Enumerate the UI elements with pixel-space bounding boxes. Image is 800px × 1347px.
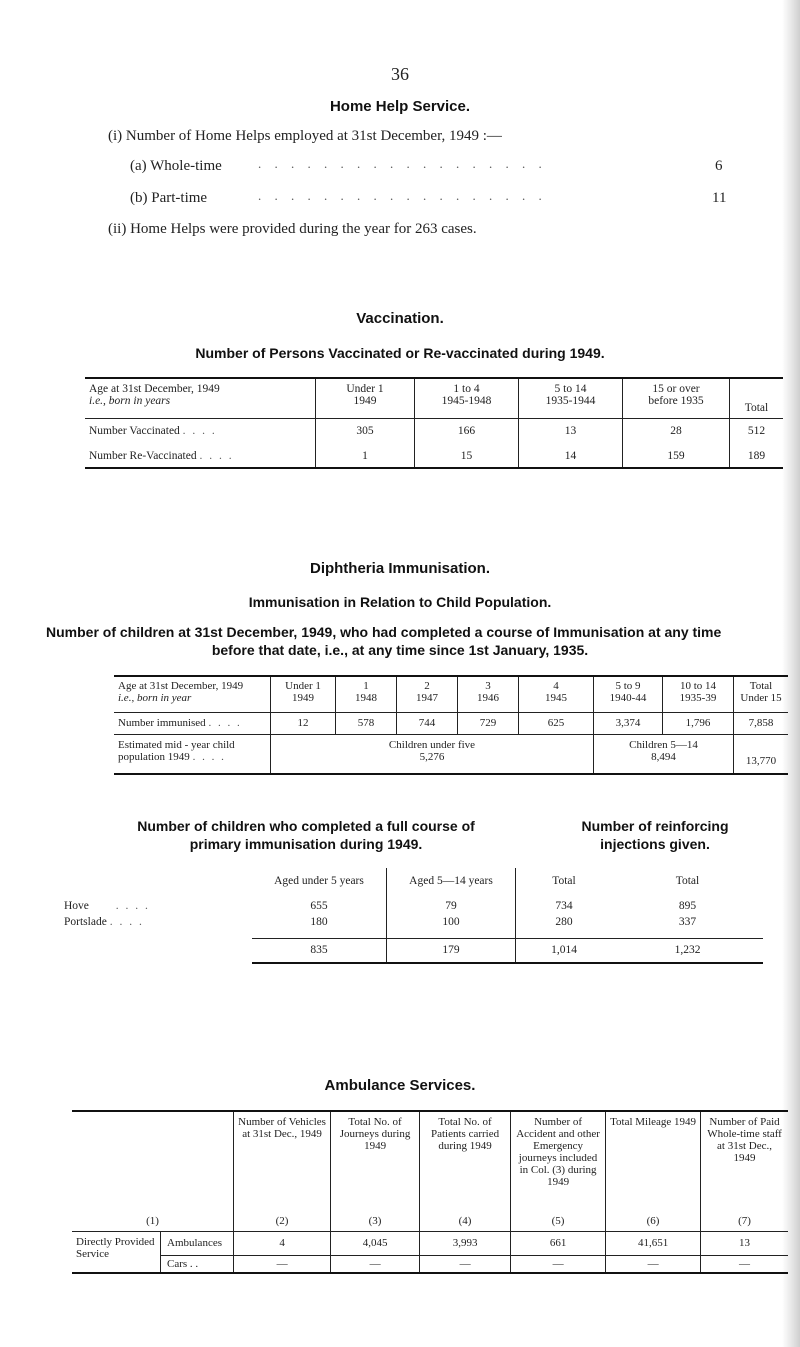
col-num: (3) <box>368 1214 382 1227</box>
col-bottom: 1947 <box>416 692 438 704</box>
col-top: Total <box>744 401 769 414</box>
cell: 1,232 <box>612 939 763 963</box>
vaccination-col-header <box>730 378 784 418</box>
cell: 100 <box>387 914 516 939</box>
col-text: Number of Accident and other Emergency journeys included in Col. (3) during 1949 <box>516 1116 600 1188</box>
col-text: Total Mileage 1949 <box>610 1116 697 1128</box>
table-row <box>72 1255 788 1273</box>
col-top: 5 to 14 <box>554 383 587 395</box>
cell: 79 <box>387 894 516 914</box>
cell: 180 <box>310 916 328 928</box>
cell: 512 <box>730 418 784 444</box>
ambulance-col-header <box>420 1111 511 1231</box>
row-label-text: Number Re-Vaccinated <box>89 449 197 462</box>
reinforcing-heading-line2: injections given. <box>600 836 710 852</box>
col-top: Total <box>749 680 773 692</box>
estimated-total: 13,770 <box>734 734 789 774</box>
col-text: Total No. of Journeys during 1949 <box>339 1116 411 1152</box>
group-label: Directly Provided Service <box>72 1231 161 1273</box>
cell: 12 <box>271 712 336 734</box>
home-help-item-a-label: (a) Whole-time <box>130 158 222 174</box>
cell: 661 <box>511 1231 606 1255</box>
home-help-title: Home Help Service. <box>329 98 471 115</box>
row-label: Number Re-Vaccinated . . . . <box>89 449 234 462</box>
col-num: (5) <box>551 1214 565 1227</box>
diphtheria-col-header <box>458 676 519 712</box>
ambulance-col-header <box>701 1111 788 1231</box>
diphtheria-title: Diphtheria Immunisation. <box>309 560 490 577</box>
col-bottom: 1946 <box>477 692 499 704</box>
diphtheria-age-header-cell <box>114 676 271 712</box>
cell: 179 <box>387 939 516 963</box>
col-bottom: 1948 <box>355 692 377 704</box>
col-top: 1 <box>363 680 369 692</box>
col-num: (6) <box>646 1214 660 1227</box>
diphtheria-col-header <box>397 676 458 712</box>
five-fourteen-cell <box>594 734 734 774</box>
col-header-reinforcing-total: Total <box>675 875 700 887</box>
cell: 3,993 <box>420 1231 511 1255</box>
col-bottom: 1935-1944 <box>545 395 596 407</box>
ambulance-col-header <box>606 1111 701 1231</box>
diphtheria-col-header <box>594 676 663 712</box>
cell: 305 <box>316 418 415 444</box>
cell: 835 <box>252 939 387 963</box>
table-row <box>85 418 783 444</box>
col-top: 3 <box>485 680 491 692</box>
vaccination-age-header: Age at 31st December, 1949 <box>89 383 220 395</box>
vaccination-subtitle: Number of Persons Vaccinated or Re-vaccinated during 1949. <box>195 345 605 361</box>
ambulance-col-header <box>331 1111 420 1231</box>
diphtheria-col-header <box>519 676 594 712</box>
row-label: Number Vaccinated . . . . <box>89 425 217 438</box>
col-bottom: 1949 <box>292 692 314 704</box>
row-label-text: Hove <box>64 900 89 912</box>
home-help-item-b-label: (b) Part-time <box>130 190 208 206</box>
cell: 744 <box>397 712 458 734</box>
home-help-item-b-value: 11 <box>712 190 727 206</box>
cell: 166 <box>415 418 519 444</box>
home-help-item-i: (i) Number of Home Helps employed at 31st December, 1949 :— <box>108 128 502 144</box>
col-header-under-5: Aged under 5 years <box>274 875 364 887</box>
col-text: Number of Paid Whole-time staff at 31st Dec., 1949 <box>707 1116 782 1164</box>
cell: 13 <box>519 418 623 444</box>
primary-heading-line1: Number of children who completed a full course of <box>137 818 475 834</box>
table-row <box>114 734 788 774</box>
row-label: Portslade . . . . <box>64 916 144 929</box>
col-top: 2 <box>424 680 430 692</box>
empty-header <box>60 868 252 894</box>
page-number: 36 <box>391 64 409 84</box>
ambulance-col-header <box>72 1111 234 1231</box>
col-header-total: Total <box>516 868 613 894</box>
col-top: 5 to 9 <box>615 680 641 692</box>
row-label: Estimated mid - year child population 1949 . . . . <box>114 734 271 774</box>
home-help-item-ii: (ii) Home Helps were provided during the year for 263 cases. <box>108 221 477 237</box>
cell: 1,796 <box>663 712 734 734</box>
diphtheria-col-header <box>271 676 336 712</box>
cell: — <box>511 1255 606 1273</box>
col-num: (7) <box>738 1214 751 1227</box>
diphtheria-heading-line1: Number of children at 31st December, 1949, who had completed a course of Immunisation at any time <box>46 624 722 640</box>
cell: 189 <box>730 444 784 468</box>
cell: 14 <box>519 444 623 468</box>
cell: 280 <box>516 914 613 939</box>
col-bottom: 1945 <box>545 692 567 704</box>
vaccination-title: Vaccination. <box>356 310 444 327</box>
row-label-text: Portslade <box>64 916 107 929</box>
cell: 337 <box>678 916 697 928</box>
ambulance-col-header <box>511 1111 606 1231</box>
table-row <box>114 712 788 734</box>
ambulance-title: Ambulance Services. <box>324 1077 476 1094</box>
cell: — <box>234 1255 331 1273</box>
cell: 15 <box>415 444 519 468</box>
leader-dots: . . . . . . . . . . . . . . . . . . <box>258 188 547 203</box>
col-bottom: 1949 <box>353 395 377 407</box>
diphtheria-age-header-sub: i.e., born in year <box>118 692 192 704</box>
cell: 3,374 <box>594 712 663 734</box>
row-label-text: Number immunised <box>118 717 206 729</box>
cell: — <box>331 1255 420 1273</box>
under-five-label: Children under five <box>388 738 476 751</box>
vaccination-col-header <box>415 378 519 418</box>
cell: 1 <box>316 444 415 468</box>
col-num: (2) <box>275 1214 289 1227</box>
cell: 7,858 <box>734 712 789 734</box>
vaccination-age-header-sub: i.e., born in years <box>89 395 171 407</box>
cell: 578 <box>336 712 397 734</box>
col-bottom: before 1935 <box>648 395 704 407</box>
col-top: Under 1 <box>285 680 321 692</box>
five-fourteen-label: Children 5—14 <box>629 738 698 751</box>
cell: — <box>420 1255 511 1273</box>
row-label-line: Estimated mid - year child <box>118 738 235 751</box>
col-bottom: Under 15 <box>740 692 782 704</box>
diphtheria-table <box>114 675 788 775</box>
col-num: (4) <box>458 1214 472 1227</box>
row-label: Cars . . <box>161 1255 234 1273</box>
col-text: Number of Vehicles at 31st Dec., 1949 <box>238 1116 326 1140</box>
cell: 28 <box>623 418 730 444</box>
cell: — <box>701 1255 788 1273</box>
under-five-cell <box>271 734 594 774</box>
ambulance-table <box>72 1110 788 1274</box>
table-row <box>60 914 763 939</box>
row-label: Number immunised . . . . <box>118 717 242 729</box>
col-top: Under 1 <box>346 383 384 395</box>
diphtheria-subtitle: Immunisation in Relation to Child Population. <box>248 594 552 610</box>
vaccination-col-header <box>316 378 415 418</box>
cell: 1,014 <box>516 939 613 963</box>
col-num: (1) <box>146 1214 159 1227</box>
col-bottom: 1935-39 <box>679 692 717 704</box>
diphtheria-col-header <box>336 676 397 712</box>
vaccination-col-header <box>519 378 623 418</box>
ambulance-col-header <box>234 1111 331 1231</box>
cell: 4,045 <box>331 1231 420 1255</box>
cell: 655 <box>310 900 328 912</box>
home-help-item-a-value: 6 <box>715 158 723 174</box>
diphtheria-heading-line2: before that date, i.e., at any time since 1st January, 1935. <box>211 642 589 658</box>
cell: 625 <box>519 712 594 734</box>
cell: 13 <box>701 1231 788 1255</box>
col-text: Total No. of Patients carried during 1949 <box>431 1116 500 1152</box>
diphtheria-col-header <box>663 676 734 712</box>
cell: 41,651 <box>606 1231 701 1255</box>
cell: 159 <box>623 444 730 468</box>
leader-dots: . . . . . . . . . . . . . . . . . . <box>258 156 547 171</box>
reinforcing-heading-line1: Number of reinforcing <box>581 818 729 834</box>
vaccination-col-header <box>623 378 730 418</box>
row-label-line: population 1949 <box>118 750 190 763</box>
empty-cell <box>60 939 252 963</box>
col-header-5-14: Aged 5—14 years <box>387 868 516 894</box>
col-top: 4 <box>553 680 559 692</box>
vaccination-age-header-cell <box>85 378 316 418</box>
primary-immunisation-table <box>60 868 763 964</box>
cell: 895 <box>678 900 697 912</box>
col-bottom: 1940-44 <box>609 692 647 704</box>
diphtheria-age-header: Age at 31st December, 1949 <box>118 680 244 692</box>
cell: 4 <box>234 1231 331 1255</box>
cell: 734 <box>516 894 613 914</box>
diphtheria-col-header <box>734 676 789 712</box>
table-row <box>85 444 783 468</box>
col-top: 1 to 4 <box>453 383 480 395</box>
col-top: 10 to 14 <box>679 680 717 692</box>
primary-heading-line2: primary immunisation during 1949. <box>189 836 423 852</box>
five-fourteen-value: 8,494 <box>651 750 676 763</box>
col-bottom: 1945-1948 <box>441 395 492 407</box>
under-five-value: 5,276 <box>419 750 445 763</box>
row-label-text: Number Vaccinated <box>89 425 180 438</box>
cell: — <box>606 1255 701 1273</box>
col-top: 15 or over <box>652 383 700 395</box>
row-label: Ambulances <box>161 1231 234 1255</box>
vaccination-table <box>85 377 783 469</box>
table-row <box>60 894 763 914</box>
totals-row <box>60 939 763 963</box>
cell: 729 <box>458 712 519 734</box>
row-label: Hove . . . . <box>64 900 150 912</box>
table-row <box>72 1231 788 1255</box>
